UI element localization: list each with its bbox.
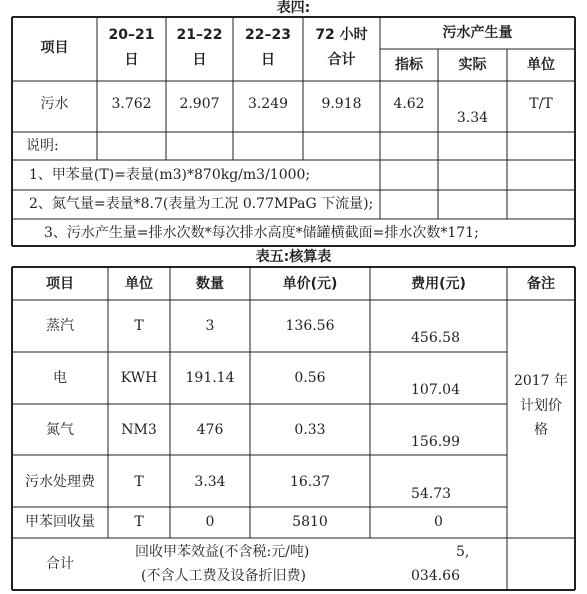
t5-row-unit: T: [134, 474, 144, 490]
t4-header-unit: 单位: [527, 57, 555, 73]
t5-row-unit: T: [134, 514, 144, 530]
t5-total-label: 合计: [46, 556, 74, 572]
t5-row-unit: T: [134, 318, 144, 334]
t5-total-desc-l1: 回收甲苯效益(不含税:元/吨): [135, 544, 310, 560]
t5-remark-l2: 计划价: [520, 398, 562, 414]
t5-row-item: 蒸汽: [46, 318, 74, 334]
t5-row-unit: NM3: [121, 422, 157, 438]
t5-remark-l3: 格: [534, 422, 548, 438]
t4-row-total: 9.918: [321, 96, 362, 112]
t5-header-price: 单价(元): [282, 276, 338, 292]
t4-row-d1: 3.762: [111, 96, 152, 112]
t5-row-item: 氮气: [46, 422, 74, 438]
t4-header-d2-l1: 21–22: [176, 27, 223, 43]
t5-remark-l1: 2017 年: [513, 373, 569, 389]
t4-row-name: 污水: [40, 96, 69, 112]
t4-header-total-l2: 合计: [327, 52, 356, 68]
t4-row-d3: 3.249: [247, 96, 289, 112]
t5-header-remark: 备注: [527, 276, 555, 292]
t4-header-d1-l2: 日: [124, 52, 139, 68]
t5-row-unit: KWH: [120, 370, 158, 386]
t4-header-d3-l1: 22–23: [245, 27, 291, 43]
t5-row-cost: 456.58: [411, 330, 460, 346]
t4-header-total-l1: 72 小时: [315, 27, 368, 43]
t4-header-d1-l1: 20–21: [108, 27, 155, 43]
t5-row-item: 甲苯回收量: [25, 514, 95, 530]
t4-notes-label: 说明:: [26, 138, 59, 154]
t5-total-value-l1: 5,: [456, 544, 470, 560]
t4-row-actual: 3.34: [456, 110, 489, 126]
t5-total-value-l2: 034.66: [411, 568, 460, 584]
t5-row-qty: 476: [196, 422, 224, 438]
t5-row-qty: 3: [205, 318, 215, 334]
t4-row-d2: 2.907: [179, 96, 220, 112]
t5-header-item: 项目: [46, 276, 74, 292]
t5-row-cost: 107.04: [411, 382, 460, 398]
t4-header-d3-l2: 日: [261, 52, 275, 68]
t5-row-qty: 191.14: [185, 370, 235, 386]
t5-total-desc-l2: (不含人工费及设备折旧费): [141, 568, 306, 584]
t5-row-cost: 54.73: [411, 486, 452, 502]
t4-header-item: 项目: [40, 40, 69, 56]
t5-row-qty: 3.34: [194, 474, 226, 490]
t5-header-qty: 数量: [196, 276, 224, 292]
t4-row-indicator: 4.62: [393, 96, 425, 112]
t4-header-actual: 实际: [458, 57, 487, 73]
table5-caption: 表五:核算表: [255, 249, 332, 265]
t4-note-3: 3、污水产生量=排水次数*每次排水高度*储罐横截面=排水次数*171;: [44, 225, 479, 241]
t4-note-1: 1、甲苯量(T)=表量(m3)*870kg/m3/1000;: [29, 167, 311, 183]
t4-note-2: 2、氮气量=表量*8.7(表量为工况 0.77MPaG 下流量);: [29, 196, 374, 212]
t5-row-qty: 0: [205, 514, 215, 530]
t4-header-d2-l2: 日: [192, 52, 207, 68]
t5-row-item: 电: [53, 370, 67, 386]
t5-row-price: 0.33: [294, 422, 326, 438]
t5-row-price: 16.37: [289, 474, 331, 490]
t5-header-unit: 单位: [125, 276, 153, 292]
t4-header-indicator: 指标: [395, 57, 423, 73]
t5-row-price: 5810: [292, 514, 328, 530]
t5-row-cost: 156.99: [411, 434, 460, 450]
t5-row-price: 0.56: [294, 370, 326, 386]
t5-row-item: 污水处理费: [25, 474, 95, 490]
t5-header-cost: 费用(元): [411, 276, 466, 292]
table4-caption: 表四:: [276, 0, 311, 16]
t5-row-price: 136.56: [285, 318, 335, 334]
t4-row-unit: T/T: [529, 96, 553, 112]
t5-row-cost: 0: [434, 514, 443, 530]
t4-header-group: 污水产生量: [442, 25, 513, 41]
